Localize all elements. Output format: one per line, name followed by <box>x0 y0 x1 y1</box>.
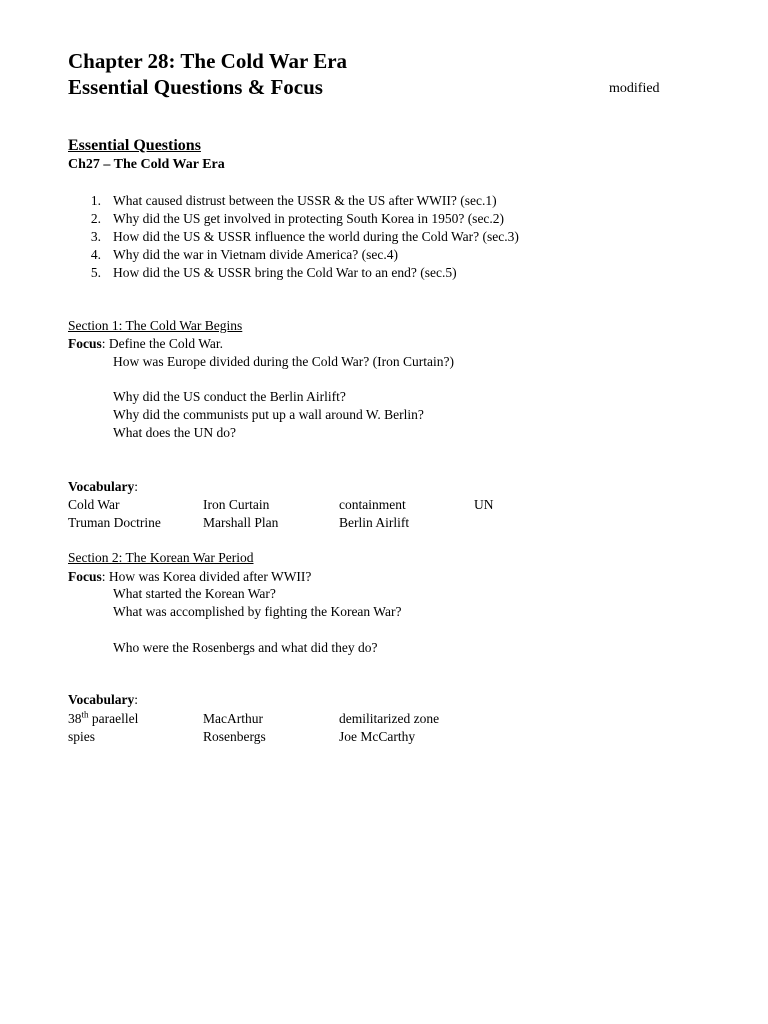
essential-questions-list <box>0 192 768 282</box>
list-item-number: 1. <box>90 193 101 208</box>
section2-focus-question: Who were the Rosenbergs and what did they do? <box>113 640 378 655</box>
vocab-term <box>68 710 138 728</box>
list-item-text: Why did the US get involved in protecting South Korea in 1950? (sec.2) <box>113 211 505 226</box>
focus-text: : Define the Cold War. <box>101 336 224 351</box>
section1-focus-question: Why did the communists put up a wall around W. Berlin? <box>113 407 424 422</box>
vocab-term: spies <box>68 729 95 744</box>
vocab-term-base: 38 <box>68 711 82 726</box>
section1-focus-question: Why did the US conduct the Berlin Airlift? <box>113 389 346 404</box>
vocab-term: MacArthur <box>203 711 263 726</box>
essential-questions-subheading: Ch27 – The Cold War Era <box>68 157 225 172</box>
essential-questions-heading: Essential Questions <box>68 137 201 154</box>
focus-label: Focus <box>68 336 102 351</box>
vocab-term: UN <box>474 497 494 512</box>
vocab-term: Rosenbergs <box>203 729 266 744</box>
vocabulary-colon: : <box>134 479 139 494</box>
list-item-text: Why did the war in Vietnam divide America? (sec.4) <box>113 247 398 262</box>
vocabulary-label-text: Vocabulary <box>68 692 135 707</box>
chapter-title: Chapter 28: The Cold War Era <box>68 49 348 73</box>
list-item <box>0 228 768 246</box>
section1-focus-question: How was Europe divided during the Cold War? (Iron Curtain?) <box>113 354 454 369</box>
vocab-term: Marshall Plan <box>203 515 279 530</box>
section1-vocabulary-label <box>68 478 138 496</box>
list-item-number: 3. <box>90 229 101 244</box>
section2-focus <box>68 568 311 586</box>
vocab-term-rest: paraellel <box>88 711 139 726</box>
vocab-term: demilitarized zone <box>339 711 440 726</box>
list-item-text: How did the US & USSR bring the Cold War to an end? (sec.5) <box>113 265 457 280</box>
vocab-term: Joe McCarthy <box>339 729 416 744</box>
focus-text: : How was Korea divided after WWII? <box>101 569 312 584</box>
vocab-term-superscript: th <box>81 709 89 720</box>
modified-note: modified <box>609 81 660 96</box>
vocab-term: Berlin Airlift <box>339 515 410 530</box>
list-item-number: 2. <box>90 211 101 226</box>
vocab-term: Truman Doctrine <box>68 515 161 530</box>
section2-focus-question: What was accomplished by fighting the Korean War? <box>113 604 402 619</box>
section2-focus-question: What started the Korean War? <box>113 586 276 601</box>
list-item <box>0 192 768 210</box>
section2-vocabulary-label <box>68 691 138 709</box>
vocab-term: containment <box>339 497 406 512</box>
vocabulary-label-text: Vocabulary <box>68 479 135 494</box>
focus-label: Focus <box>68 569 102 584</box>
section1-focus-question: What does the UN do? <box>113 425 236 440</box>
section1-focus <box>68 335 223 353</box>
vocab-term: Cold War <box>68 497 120 512</box>
list-item <box>0 246 768 264</box>
section1-title: Section 1: The Cold War Begins <box>68 318 243 333</box>
list-item-text: How did the US & USSR influence the world during the Cold War? (sec.3) <box>113 229 519 244</box>
list-item <box>0 210 768 228</box>
list-item-number: 5. <box>90 265 101 280</box>
section2-title: Section 2: The Korean War Period <box>68 550 254 565</box>
list-item <box>0 264 768 282</box>
chapter-subtitle: Essential Questions & Focus <box>68 75 323 99</box>
vocab-term: Iron Curtain <box>203 497 270 512</box>
list-item-number: 4. <box>90 247 101 262</box>
vocabulary-colon: : <box>134 692 139 707</box>
list-item-text: What caused distrust between the USSR & the US after WWII? (sec.1) <box>113 193 497 208</box>
